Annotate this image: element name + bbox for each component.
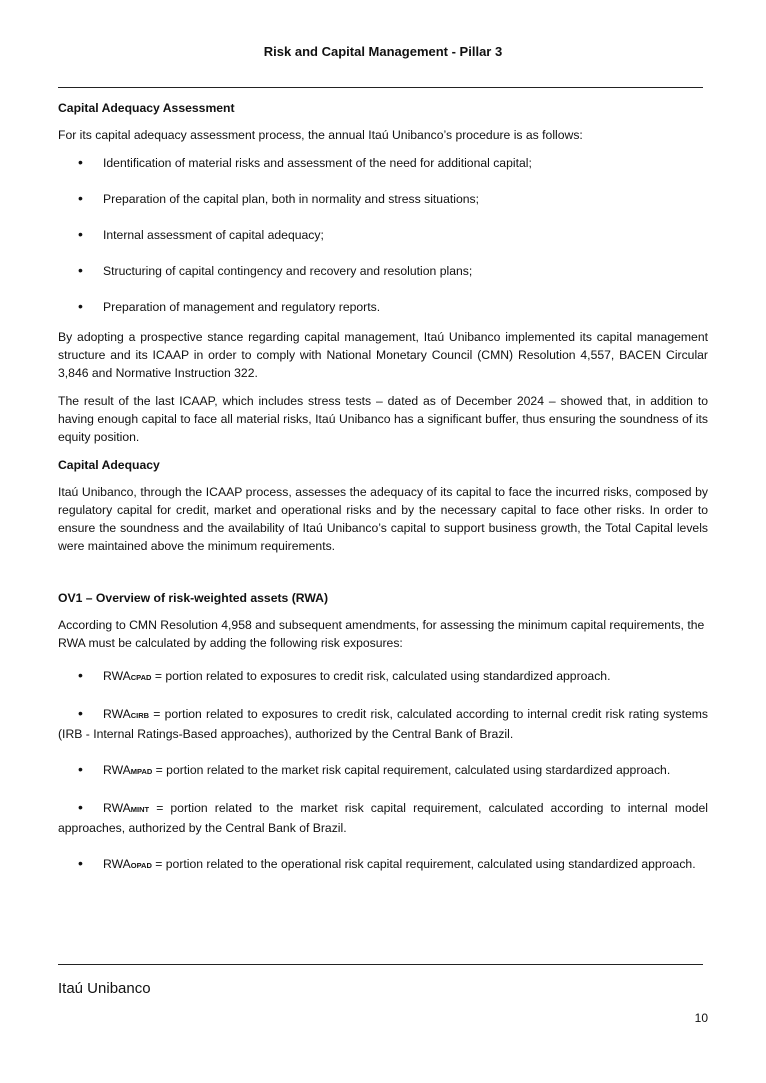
list-item: • Identification of material risks and assessment of the need for additional capital; [58, 154, 708, 172]
rwa-item-opad: • RWAOPAD = portion related to the operational risk capital requirement, calculated using standardized approach. [78, 855, 696, 871]
page-header-title: Risk and Capital Management - Pillar 3 [263, 44, 503, 59]
capital-adequacy-paragraph: Itaú Unibanco, through the ICAAP process, assesses the adequacy of its capital to face the incurred risks, composed by regulatory capital for credit, market and operational risks and by the necessary capital to face other risks. In order to ensure the soundness and the availability of Itaú Unibanco’s capital to support business growth, the Total Capital levels were maintained above the minimum requirements. [58, 485, 708, 553]
rwa-prefix: RWA [103, 801, 131, 815]
rwa-prefix: RWA [103, 707, 131, 721]
assessment-procedure-list [58, 154, 708, 316]
rwa-prefix: RWA [103, 669, 131, 683]
icaap-paragraph: By adopting a prospective stance regarding capital management, Itaú Unibanco implemented its capital management structure and its ICAAP in order to comply with National Monetary Council (CMN) Resolution 4,557, BACEN Circular 3,846 and Normative Instruction 322. [58, 330, 708, 380]
rwa-description: = portion related to exposures to credit risk, calculated using standardized approach. [151, 669, 611, 683]
footer-brand: Itaú Unibanco [58, 980, 151, 997]
rwa-item-mpad: • RWAMPAD = portion related to the market risk capital requirement, calculated using stardardized approach. [78, 761, 671, 777]
rwa-description: = portion related to exposures to credit risk, calculated according to internal credit risk rating systems (IRB - Internal Ratings-Based approaches), authorized by the Central Bank of Brazil. [58, 707, 708, 741]
header-divider [58, 87, 703, 88]
rwa-description: = portion related to the operational risk capital requirement, calculated using standardized approach. [151, 857, 696, 871]
rwa-subscript: CPAD [130, 673, 152, 682]
rwa-item-cpad: • RWACPAD = portion related to exposures to credit risk, calculated using standardized approach. [78, 667, 611, 683]
heading-ov1: OV1 – Overview of risk-weighted assets (RWA) [58, 591, 329, 605]
list-item: • Preparation of the capital plan, both in normality and stress situations; [58, 190, 708, 208]
rwa-subscript: CIRB [130, 711, 150, 720]
heading-capital-adequacy-assessment: Capital Adequacy Assessment [58, 101, 235, 115]
heading-capital-adequacy: Capital Adequacy [58, 458, 160, 472]
rwa-intro: According to CMN Resolution 4,958 and subsequent amendments, for assessing the minimum capital requirements, the RWA must be calculated by adding the following risk exposures: [58, 618, 705, 650]
list-item: • Structuring of capital contingency and recovery and resolution plans; [58, 262, 708, 280]
rwa-subscript: MINT [130, 805, 150, 814]
assessment-intro: For its capital adequacy assessment process, the annual Itaú Unibanco’s procedure is as follows: [58, 128, 583, 142]
rwa-subscript: OPAD [130, 861, 152, 870]
list-item: • Preparation of management and regulatory reports. [58, 298, 708, 316]
rwa-description: = portion related to the market risk capital requirement, calculated using stardardized approach. [152, 763, 671, 777]
list-item: • Internal assessment of capital adequacy; [58, 226, 708, 244]
stress-test-paragraph: The result of the last ICAAP, which includes stress tests – dated as of December 2024 – showed that, in addition to having enough capital to face all material risks, Itaú Unibanco has a significant buffer, thus ensuring the soundness of its equity position. [58, 394, 708, 444]
document-body [58, 99, 708, 892]
rwa-subscript: MPAD [130, 767, 153, 776]
rwa-item-mint: • RWAMINT = portion related to the market risk capital requirement, calculated according to internal model approaches, authorized by the Central Bank of Brazil. [58, 799, 708, 835]
rwa-components-list [58, 666, 708, 875]
rwa-description: = portion related to the market risk capital requirement, calculated according to internal model approaches, authorized by the Central Bank of Brazil. [58, 801, 708, 835]
rwa-prefix: RWA [103, 857, 131, 871]
page-number: 10 [694, 1011, 708, 1025]
rwa-item-cirb: • RWACIRB = portion related to exposures to credit risk, calculated according to internal credit risk rating systems (IRB - Internal Ratings-Based approaches), authorized by the Central Bank of Brazil. [58, 705, 708, 741]
rwa-prefix: RWA [103, 763, 131, 777]
footer-divider [58, 964, 703, 965]
